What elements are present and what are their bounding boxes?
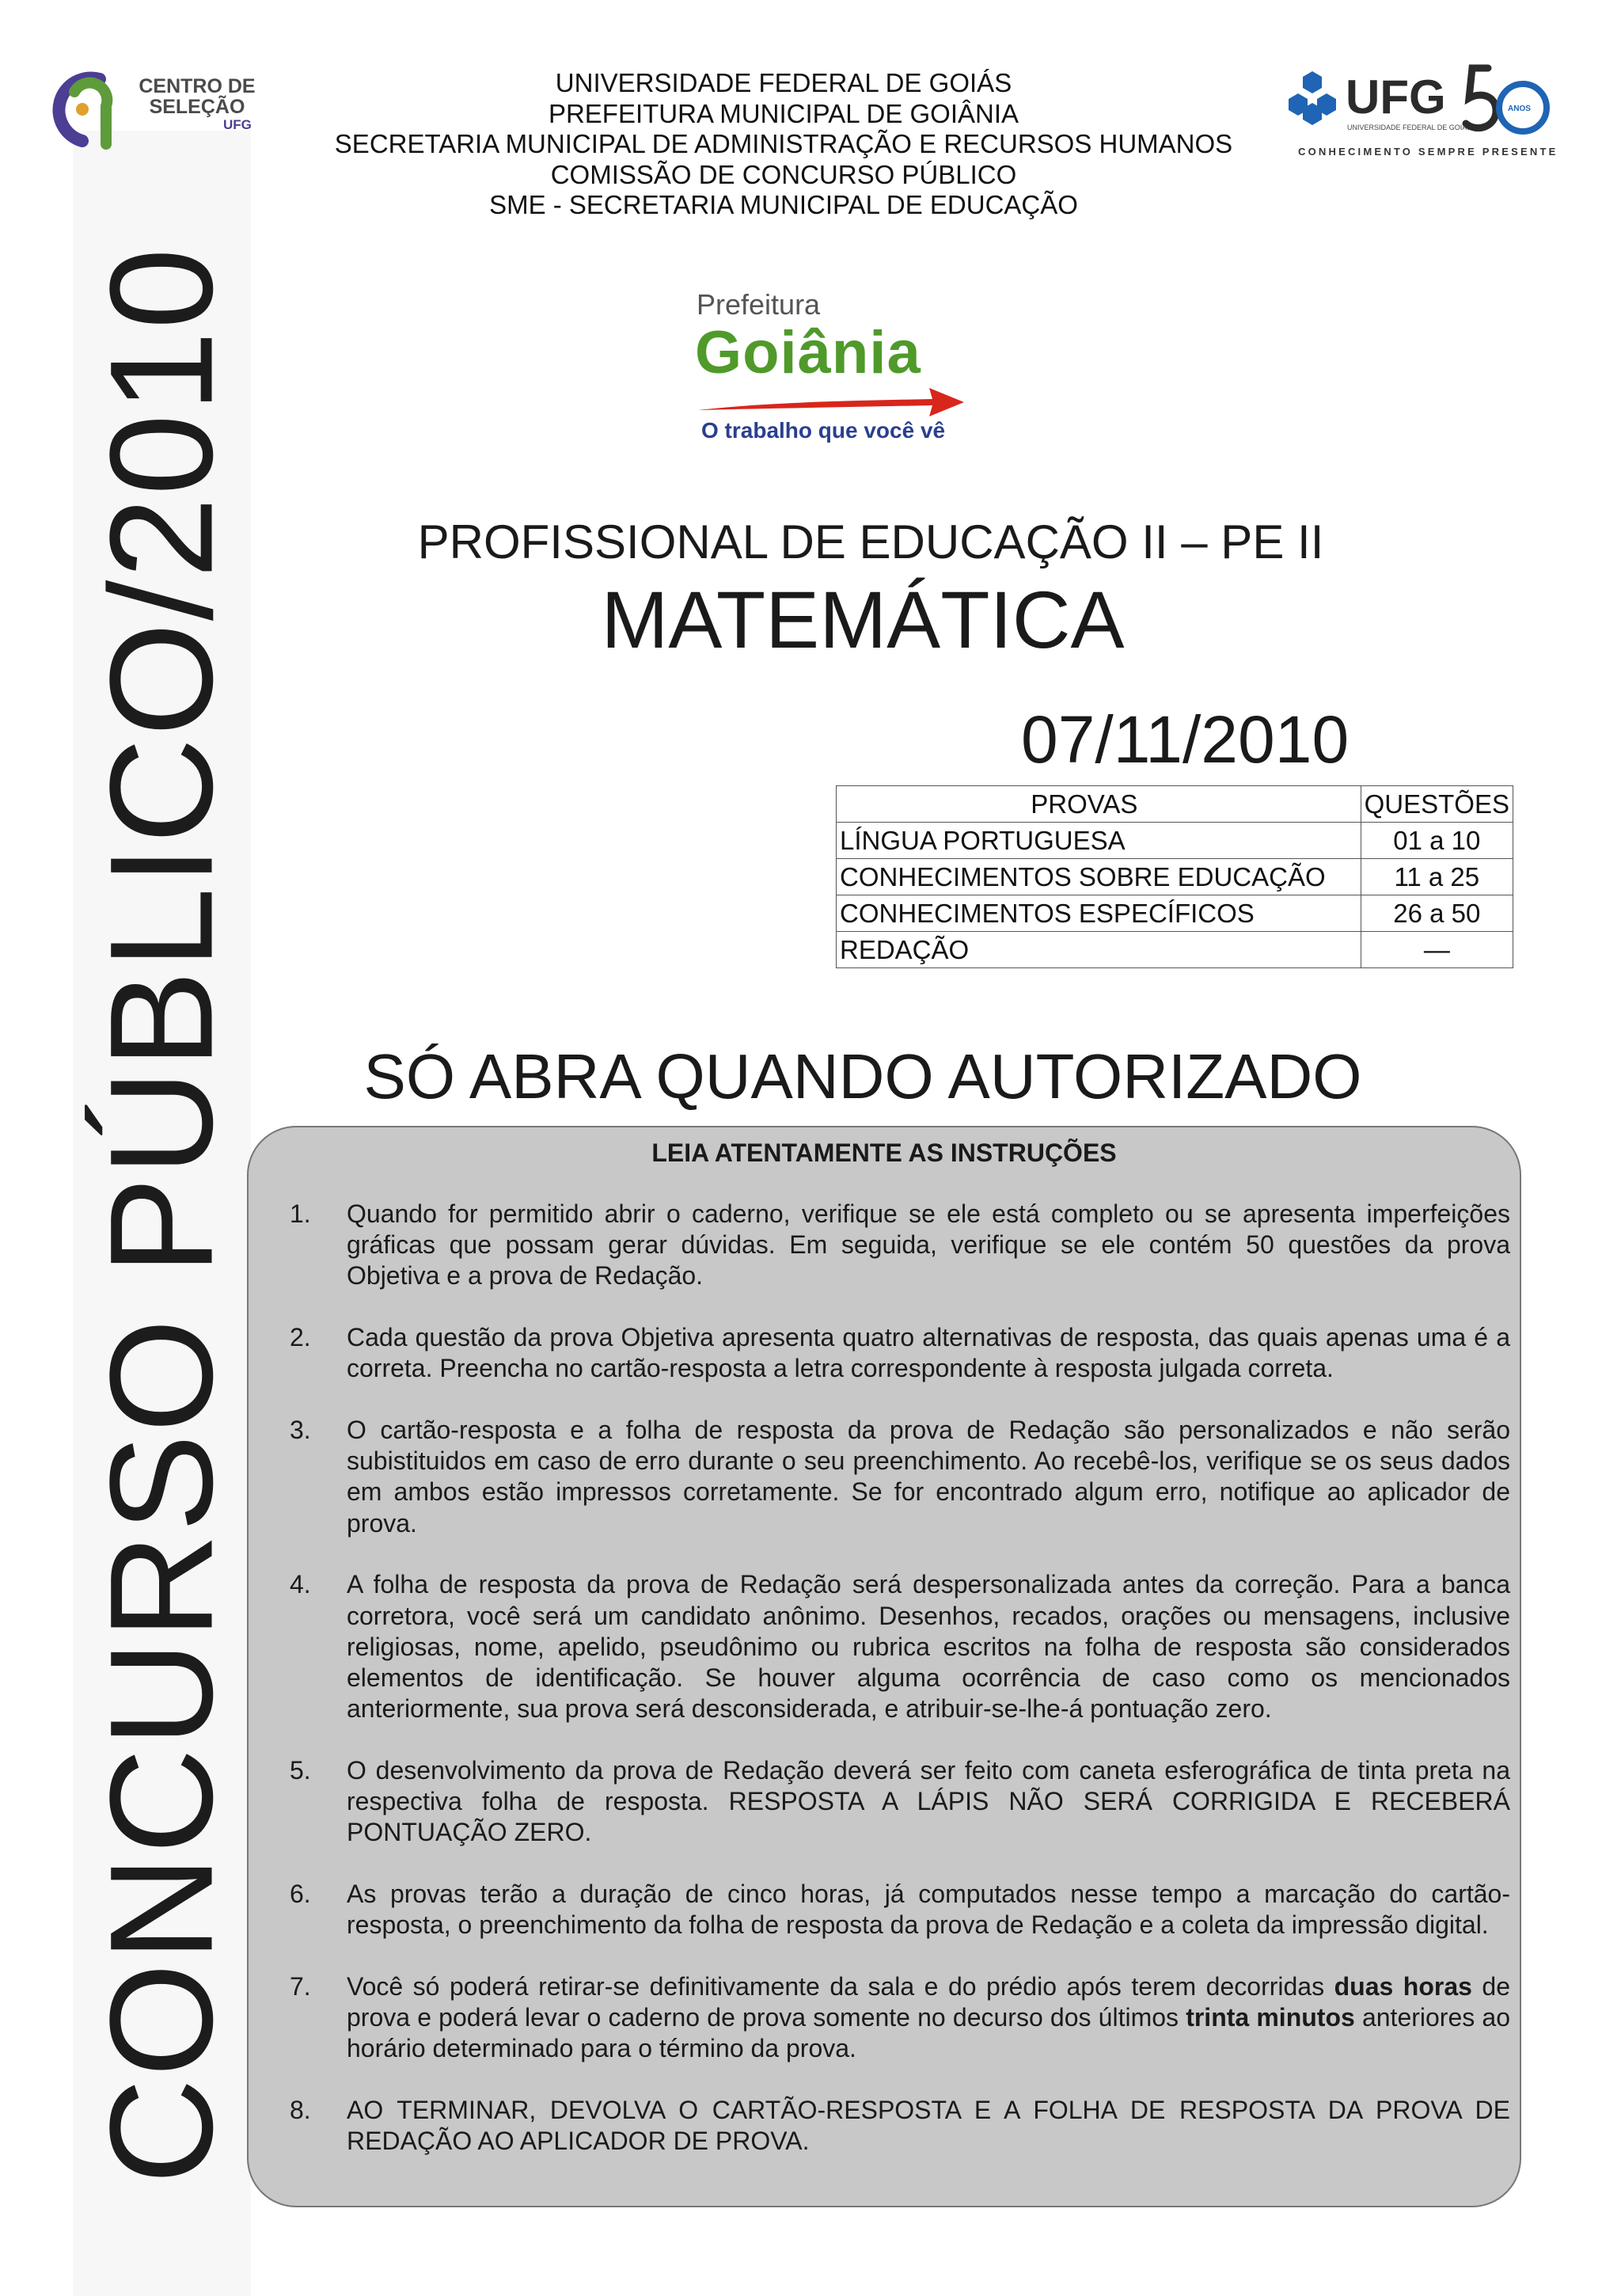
ufg-hexagons-icon bbox=[1281, 68, 1344, 131]
cell-questoes: 11 a 25 bbox=[1361, 859, 1513, 895]
cell-questoes: — bbox=[1361, 932, 1513, 968]
ufg-slogan: CONHECIMENTO SEMPRE PRESENTE bbox=[1298, 146, 1558, 158]
cell-questoes: 26 a 50 bbox=[1361, 895, 1513, 932]
instruction-text-part: Você só poderá retirar-se definitivamente da sala e do prédio após terem decorridas bbox=[347, 1971, 1334, 2001]
instruction-text: O desenvolvimento da prova de Redação deverá ser feito com caneta esferográfica de tinta preta na respectiva folha de resposta. RESPOSTA A LÁPIS NÃO SERÁ CORRIGIDA E RECEBERÁ PONTUAÇÃO ZERO. bbox=[347, 1755, 1510, 1847]
cell-prova: REDAÇÃO bbox=[837, 932, 1361, 968]
instructions-box bbox=[247, 1126, 1521, 2207]
instruction-item bbox=[249, 1971, 1520, 2065]
instruction-text: Cada questão da prova Objetiva apresenta quatro alternativas de resposta, das quais apenas uma é a correta. Preencha no cartão-resposta a letra correspondente à resposta julgada correta. bbox=[347, 1323, 1510, 1383]
instruction-text: AO TERMINAR, DEVOLVA O CARTÃO-RESPOSTA E A FOLHA DE RESPOSTA DA PROVA DE REDAÇÃO AO APLICADOR DE PROVA. bbox=[347, 2095, 1510, 2156]
instruction-item bbox=[249, 1199, 1520, 1292]
header-line-1: UNIVERSIDADE FEDERAL DE GOIÁS bbox=[555, 68, 1012, 97]
provas-table bbox=[836, 785, 1513, 968]
table-row bbox=[837, 859, 1513, 895]
instruction-text-part: de prova e poderá levar o caderno de prova somente no decurso dos últimos bbox=[347, 1971, 1511, 2032]
instruction-item bbox=[249, 2095, 1520, 2157]
instruction-text bbox=[347, 1971, 1510, 2065]
red-arrow-icon bbox=[695, 382, 972, 421]
ufg-small-text: UNIVERSIDADE FEDERAL DE GOIÁS bbox=[1347, 124, 1472, 131]
instruction-text: A folha de resposta da prova de Redação será despersonalizada antes da correção. Para a banca corretora, você será um candidato anônimo. Desenhos, recados, orações ou mensagens, inclusive religiosas, nome, apelido, pseudônimo ou rubrica escritos na folha de resposta são considerados elementos de identificação. Se houver alguma ocorrência de caso como os mencionados anteriormente, sua prova será desconsiderada, e atribuir-se-lhe-á pontuação zero. bbox=[347, 1570, 1510, 1724]
fifty-years-icon bbox=[1461, 62, 1556, 141]
ufg-name: UFG bbox=[1346, 70, 1446, 124]
cs-line1: CENTRO DE bbox=[139, 75, 256, 97]
header-line-3: SECRETARIA MUNICIPAL DE ADMINISTRAÇÃO E RECURSOS HUMANOS bbox=[334, 129, 1233, 158]
instruction-number: 8. bbox=[290, 2095, 311, 2124]
instruction-item bbox=[249, 1755, 1520, 1849]
instruction-item bbox=[249, 1322, 1520, 1384]
cell-prova: CONHECIMENTOS SOBRE EDUCAÇÃO bbox=[837, 859, 1361, 895]
header-provas: PROVAS bbox=[837, 786, 1361, 823]
do-not-open-warning: SÓ ABRA QUANDO AUTORIZADO bbox=[363, 1041, 1362, 1112]
instruction-bold-duration: duas horas bbox=[1334, 1971, 1472, 2001]
instruction-number: 2. bbox=[290, 1323, 311, 1352]
table-row bbox=[837, 823, 1513, 859]
vertical-title: CONCURSO PÚBLICO/2010 bbox=[80, 246, 244, 2184]
table-row bbox=[837, 932, 1513, 968]
instruction-number: 4. bbox=[290, 1570, 311, 1599]
instruction-bold-duration: trinta minutos bbox=[1186, 2003, 1355, 2032]
table-row bbox=[837, 895, 1513, 932]
prefeitura-goiania-logo bbox=[695, 288, 972, 447]
ufg-anos: ANOS bbox=[1508, 105, 1531, 113]
pref-slogan: O trabalho que você vê bbox=[701, 418, 946, 443]
ufg-50-anos-logo bbox=[1281, 62, 1558, 165]
instruction-number: 3. bbox=[290, 1416, 311, 1445]
instruction-number: 7. bbox=[290, 1971, 311, 2001]
instruction-number: 5. bbox=[290, 1755, 311, 1785]
instruction-item bbox=[249, 1879, 1520, 1941]
exam-date: 07/11/2010 bbox=[1021, 702, 1350, 777]
exam-subtitle: PROFISSIONAL DE EDUCAÇÃO II – PE II bbox=[417, 515, 1324, 568]
centro-selecao-emblem-icon bbox=[51, 65, 122, 152]
instruction-text: O cartão-resposta e a folha de resposta da prova de Redação são personalizados e não serão subistituidos em caso de erro durante o seu preenchimento. Ao recebê-los, verifique se os seus dados em ambos estão impressos corretamente. Se for encontrado algum erro, notifique ao aplicador de prova. bbox=[347, 1416, 1510, 1538]
centro-selecao-logo bbox=[51, 65, 280, 152]
instruction-number: 1. bbox=[290, 1199, 311, 1228]
cell-prova: LÍNGUA PORTUGUESA bbox=[837, 823, 1361, 859]
cell-questoes: 01 a 10 bbox=[1361, 823, 1513, 859]
instruction-text-part: anteriores ao horário determinado para o término da prova. bbox=[347, 2003, 1511, 2063]
cell-prova: CONHECIMENTOS ESPECÍFICOS bbox=[837, 895, 1361, 932]
instruction-text: As provas terão a duração de cinco horas, já computados nesse tempo a marcação do cartão-resposta, o preenchimento da folha de resposta da prova de Redação e a coleta da impressão digital. bbox=[347, 1879, 1510, 1940]
cs-line2: SELEÇÃO bbox=[149, 96, 245, 118]
instructions-title: LEIA ATENTAMENTE AS INSTRUÇÕES bbox=[651, 1138, 1117, 1167]
header-line-5: SME - SECRETARIA MUNICIPAL DE EDUCAÇÃO bbox=[489, 190, 1078, 219]
table-header-row bbox=[837, 786, 1513, 823]
pref-top-text: Prefeitura bbox=[697, 288, 821, 321]
cs-line3: UFG bbox=[223, 117, 252, 132]
exam-title: MATEMÁTICA bbox=[601, 575, 1125, 665]
header-line-2: PREFEITURA MUNICIPAL DE GOIÂNIA bbox=[548, 98, 1019, 128]
header-line-4: COMISSÃO DE CONCURSO PÚBLICO bbox=[550, 159, 1017, 189]
instruction-number: 6. bbox=[290, 1879, 311, 1908]
instructions-list bbox=[249, 1199, 1520, 2188]
pref-main-text: Goiânia bbox=[695, 319, 921, 386]
instruction-text: Quando for permitido abrir o caderno, verifique se ele está completo ou se apresenta imperfeições gráficas que possam gerar dúvidas. Em seguida, verifique se ele contém 50 questões da prova Objetiva e a prova de Redação. bbox=[347, 1199, 1510, 1291]
header-questoes: QUESTÕES bbox=[1361, 786, 1513, 823]
institution-header bbox=[301, 68, 1266, 221]
instruction-item bbox=[249, 1569, 1520, 1724]
instruction-item bbox=[249, 1415, 1520, 1539]
